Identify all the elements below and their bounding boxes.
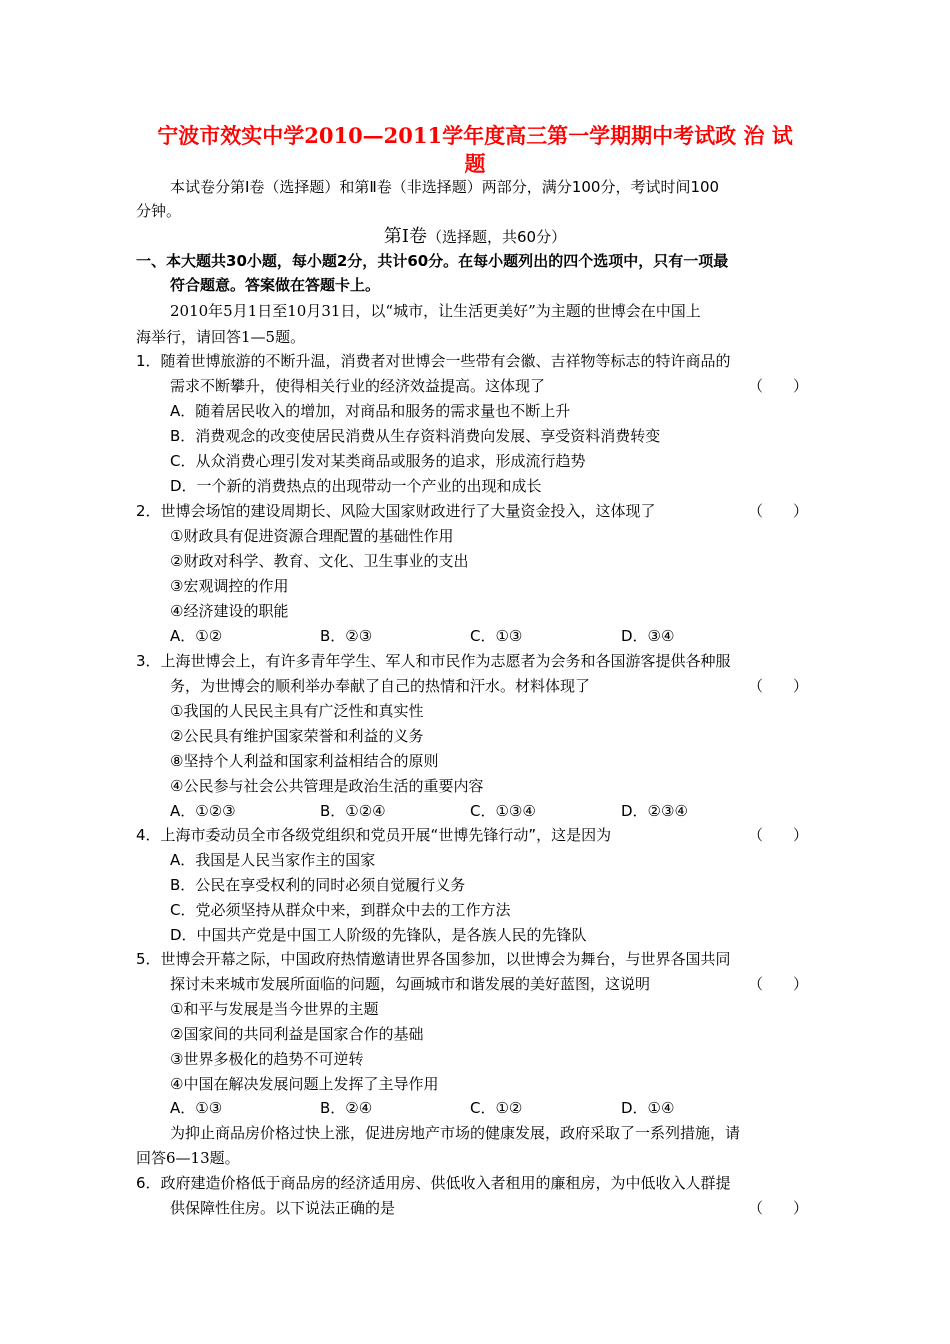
q4-stem: 4．上海市委动员全市各级党组织和党员开展“世博先锋行动”，这是因为 [136, 826, 612, 844]
q2-item-4: ④经济建设的职能 [170, 602, 289, 620]
q5-stem-line2: 探讨未来城市发展所面临的问题，勾画城市和谐发展的美好蓝图，这说明 [170, 975, 651, 993]
q3-option-b: B．①②④ [320, 802, 386, 820]
part-instructions-line1: 一、本大题共30小题，每小题2分，共计60分。在每小题列出的四个选项中，只有一项最 [136, 252, 729, 270]
section-heading-title: 第Ⅰ卷 [383, 226, 428, 247]
q5-answer-blank: （ ） [748, 975, 809, 993]
q5-option-d: D．①④ [621, 1099, 675, 1117]
q4-option-a: A．我国是人民当家作主的国家 [170, 851, 376, 869]
passage1-line2: 海举行，请回答1—5题。 [136, 328, 306, 346]
intro-text-line2: 分钟。 [136, 202, 182, 220]
q1-option-d: D．一个新的消费热点的出现带动一个产业的出现和成长 [170, 477, 542, 495]
passage2-line2: 回答6—13题。 [136, 1149, 240, 1167]
q2-option-a: A．①② [170, 627, 223, 645]
q1-option-c: C．从众消费心理引发对某类商品或服务的追求，形成流行趋势 [170, 452, 586, 470]
q3-stem-line1: 3．上海世博会上，有许多青年学生、军人和市民作为志愿者为会务和各国游客提供各种服 [136, 652, 731, 670]
section-heading [0, 224, 950, 250]
q5-item-2: ②国家间的共同利益是国家合作的基础 [170, 1025, 424, 1043]
q6-stem-line2: 供保障性住房。以下说法正确的是 [170, 1199, 396, 1217]
q2-stem: 2．世博会场馆的建设周期长、风险大国家财政进行了大量资金投入，这体现了 [136, 502, 656, 520]
q2-option-b: B．②③ [320, 627, 373, 645]
intro-text-line1: 本试卷分第Ⅰ卷（选择题）和第Ⅱ卷（非选择题）两部分，满分100分，考试时间100 [170, 178, 720, 196]
q3-item-1: ①我国的人民民主具有广泛性和真实性 [170, 702, 424, 720]
q5-item-4: ④中国在解决发展问题上发挥了主导作用 [170, 1075, 439, 1093]
q5-item-3: ③世界多极化的趋势不可逆转 [170, 1050, 364, 1068]
exam-title-line2: 题 [464, 151, 486, 176]
part-instructions-line2: 符合题意。答案做在答题卡上。 [170, 276, 381, 294]
q1-stem-line2: 需求不断攀升，使得相关行业的经济效益提高。这体现了 [170, 377, 546, 395]
q5-option-a: A．①③ [170, 1099, 223, 1117]
q1-stem-line1: 1．随着世博旅游的不断升温，消费者对世博会一些带有会徽、吉祥物等标志的特许商品的 [136, 352, 731, 370]
q4-option-d: D．中国共产党是中国工人阶级的先锋队，是各族人民的先锋队 [170, 926, 587, 944]
q3-answer-blank: （ ） [748, 677, 809, 695]
q2-item-3: ③宏观调控的作用 [170, 577, 289, 595]
passage2-line1: 为抑止商品房价格过快上涨，促进房地产市场的健康发展，政府采取了一系列措施，请 [170, 1124, 741, 1142]
q4-option-c: C．党必须坚持从群众中来，到群众中去的工作方法 [170, 901, 511, 919]
q4-answer-blank: （ ） [748, 826, 809, 844]
q2-answer-blank: （ ） [748, 502, 809, 520]
q5-option-b: B．②④ [320, 1099, 373, 1117]
q5-stem-line1: 5．世博会开幕之际，中国政府热情邀请世界各国参加，以世博会为舞台，与世界各国共同 [136, 950, 731, 968]
q5-item-1: ①和平与发展是当今世界的主题 [170, 1000, 379, 1018]
q3-item-4: ④公民参与社会公共管理是政治生活的重要内容 [170, 777, 484, 795]
q4-option-b: B．公民在享受权利的同时必须自觉履行义务 [170, 876, 466, 894]
q3-option-a: A．①②③ [170, 802, 236, 820]
q3-option-c: C．①③④ [470, 802, 536, 820]
q6-answer-blank: （ ） [748, 1199, 809, 1217]
q1-option-a: A．随着居民收入的增加，对商品和服务的需求量也不断上升 [170, 402, 571, 420]
q2-item-1: ①财政具有促进资源合理配置的基础性作用 [170, 527, 454, 545]
q1-answer-blank: （ ） [748, 377, 809, 395]
q3-stem-line2: 务，为世博会的顺利举办奉献了自己的热情和汗水。材料体现了 [170, 677, 591, 695]
q3-item-3: ⑧坚持个人利益和国家利益相结合的原则 [170, 752, 439, 770]
section-heading-note: （选择题，共60分） [427, 228, 567, 246]
q3-option-d: D．②③④ [621, 802, 688, 820]
exam-title-line1: 宁波市效实中学2010—2011学年度高三第一学期期中考试政 治 试 [157, 123, 793, 148]
passage1-line1: 2010年5月1日至10月31日，以“城市，让生活更美好”为主题的世博会在中国上 [170, 302, 701, 320]
q1-option-b: B．消费观念的改变使居民消费从生存资料消费向发展、享受资料消费转变 [170, 427, 661, 445]
q6-stem-line1: 6．政府建造价格低于商品房的经济适用房、供低收入者租用的廉租房，为中低收入人群提 [136, 1174, 731, 1192]
q3-item-2: ②公民具有维护国家荣誉和利益的义务 [170, 727, 424, 745]
q2-item-2: ②财政对科学、教育、文化、卫生事业的支出 [170, 552, 469, 570]
q5-option-c: C．①② [470, 1099, 523, 1117]
q2-option-c: C．①③ [470, 627, 523, 645]
q2-option-d: D．③④ [621, 627, 675, 645]
